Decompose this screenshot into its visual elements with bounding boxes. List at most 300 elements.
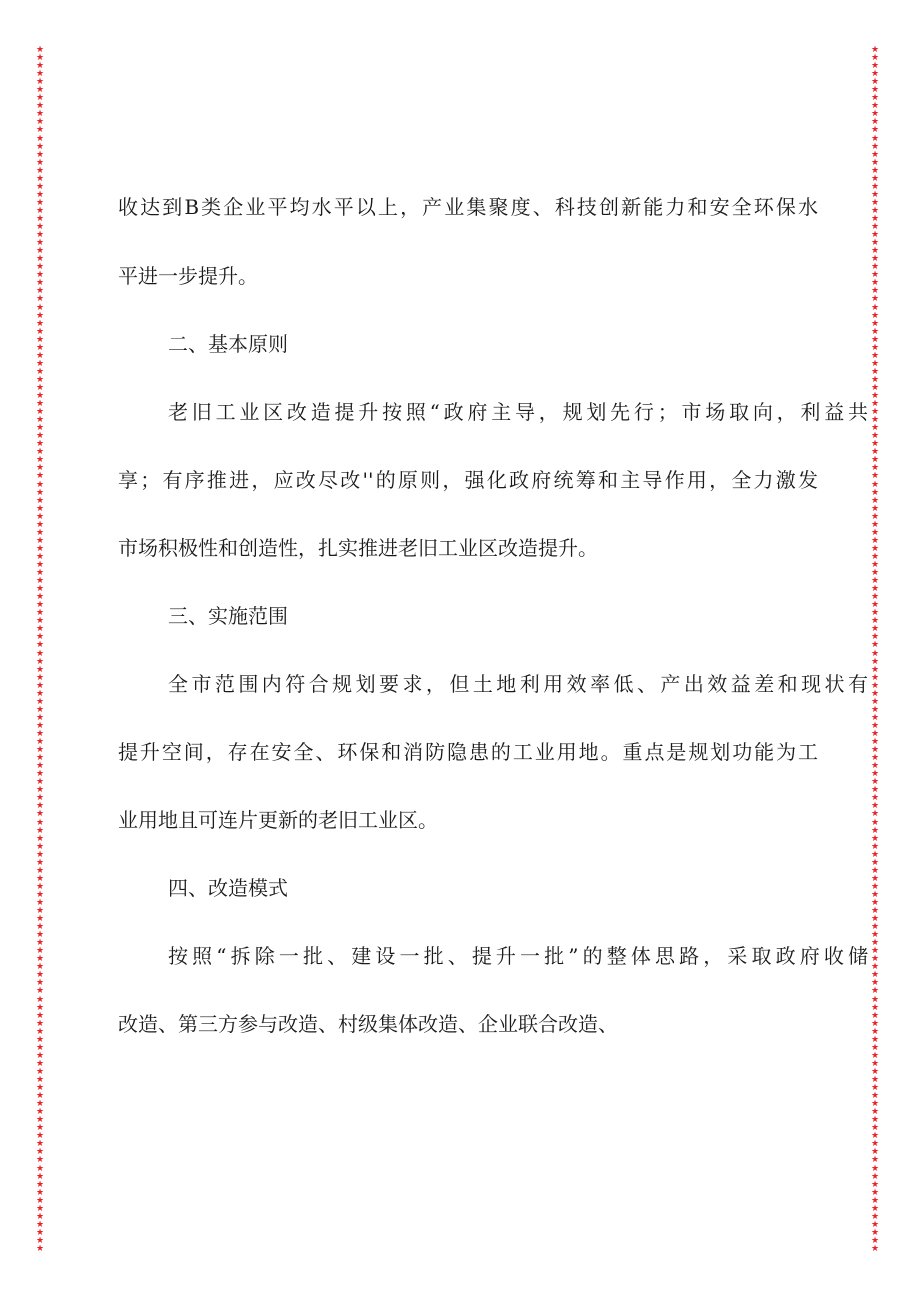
star-icon: ★ bbox=[35, 1179, 45, 1190]
star-icon: ★ bbox=[35, 592, 45, 603]
star-icon: ★ bbox=[870, 157, 880, 168]
star-icon: ★ bbox=[870, 366, 880, 377]
star-icon: ★ bbox=[35, 189, 45, 200]
star-icon: ★ bbox=[870, 849, 880, 860]
star-icon: ★ bbox=[870, 954, 880, 965]
star-icon: ★ bbox=[35, 624, 45, 635]
star-icon: ★ bbox=[35, 439, 45, 450]
star-icon: ★ bbox=[870, 1107, 880, 1118]
star-icon: ★ bbox=[35, 881, 45, 892]
star-icon: ★ bbox=[870, 358, 880, 369]
star-icon: ★ bbox=[870, 1018, 880, 1029]
star-icon: ★ bbox=[35, 374, 45, 385]
star-icon: ★ bbox=[35, 889, 45, 900]
star-icon: ★ bbox=[870, 278, 880, 289]
star-icon: ★ bbox=[870, 1139, 880, 1150]
paragraph-line: 享；有序推进，应改尽改''的原则，强化政府统筹和主导作用，全力激发 bbox=[118, 468, 818, 492]
star-icon: ★ bbox=[870, 1123, 880, 1134]
star-icon: ★ bbox=[35, 1066, 45, 1077]
star-icon: ★ bbox=[35, 688, 45, 699]
star-icon: ★ bbox=[35, 551, 45, 562]
star-icon: ★ bbox=[35, 157, 45, 168]
star-icon: ★ bbox=[35, 149, 45, 160]
star-icon: ★ bbox=[35, 479, 45, 490]
star-icon: ★ bbox=[35, 978, 45, 989]
star-icon: ★ bbox=[35, 584, 45, 595]
star-icon: ★ bbox=[870, 415, 880, 426]
star-icon: ★ bbox=[870, 994, 880, 1005]
paragraph-line: 市场积极性和创造性，扎实推进老旧工业区改造提升。 bbox=[118, 536, 598, 560]
star-icon: ★ bbox=[35, 230, 45, 241]
star-icon: ★ bbox=[35, 205, 45, 216]
star-icon: ★ bbox=[870, 69, 880, 80]
star-icon: ★ bbox=[35, 1002, 45, 1013]
star-icon: ★ bbox=[35, 463, 45, 474]
star-icon: ★ bbox=[35, 495, 45, 506]
star-icon: ★ bbox=[35, 471, 45, 482]
star-icon: ★ bbox=[35, 833, 45, 844]
star-icon: ★ bbox=[870, 1171, 880, 1182]
star-icon: ★ bbox=[870, 133, 880, 144]
star-icon: ★ bbox=[870, 1219, 880, 1230]
star-icon: ★ bbox=[35, 286, 45, 297]
star-icon: ★ bbox=[870, 455, 880, 466]
star-icon: ★ bbox=[35, 69, 45, 80]
star-icon: ★ bbox=[35, 407, 45, 418]
star-icon: ★ bbox=[35, 994, 45, 1005]
star-icon: ★ bbox=[35, 1139, 45, 1150]
star-icon: ★ bbox=[870, 310, 880, 321]
star-icon: ★ bbox=[35, 1147, 45, 1158]
star-icon: ★ bbox=[870, 906, 880, 917]
star-icon: ★ bbox=[35, 704, 45, 715]
star-icon: ★ bbox=[35, 61, 45, 72]
star-icon: ★ bbox=[35, 1058, 45, 1069]
star-icon: ★ bbox=[870, 1147, 880, 1158]
star-icon: ★ bbox=[35, 535, 45, 546]
star-icon: ★ bbox=[35, 873, 45, 884]
star-icon: ★ bbox=[870, 181, 880, 192]
star-icon: ★ bbox=[870, 238, 880, 249]
star-icon: ★ bbox=[870, 262, 880, 273]
star-icon: ★ bbox=[870, 318, 880, 329]
star-icon: ★ bbox=[35, 1211, 45, 1222]
star-icon: ★ bbox=[870, 479, 880, 490]
star-icon: ★ bbox=[35, 946, 45, 957]
star-icon: ★ bbox=[35, 672, 45, 683]
star-icon: ★ bbox=[870, 1163, 880, 1174]
star-icon: ★ bbox=[870, 672, 880, 683]
star-icon: ★ bbox=[35, 423, 45, 434]
star-icon: ★ bbox=[35, 1195, 45, 1206]
star-icon: ★ bbox=[35, 101, 45, 112]
star-icon: ★ bbox=[870, 294, 880, 305]
star-icon: ★ bbox=[35, 238, 45, 249]
star-icon: ★ bbox=[870, 656, 880, 667]
star-icon: ★ bbox=[35, 600, 45, 611]
star-icon: ★ bbox=[35, 728, 45, 739]
star-icon: ★ bbox=[870, 46, 880, 55]
star-icon: ★ bbox=[870, 938, 880, 949]
star-icon: ★ bbox=[870, 1155, 880, 1166]
star-icon: ★ bbox=[870, 1058, 880, 1069]
star-icon: ★ bbox=[870, 1026, 880, 1037]
star-icon: ★ bbox=[35, 125, 45, 136]
star-icon: ★ bbox=[870, 342, 880, 353]
star-icon: ★ bbox=[35, 503, 45, 514]
star-icon: ★ bbox=[870, 1010, 880, 1021]
star-icon: ★ bbox=[870, 543, 880, 554]
star-icon: ★ bbox=[870, 230, 880, 241]
star-icon: ★ bbox=[870, 897, 880, 908]
star-icon: ★ bbox=[870, 841, 880, 852]
star-icon: ★ bbox=[35, 543, 45, 554]
star-icon: ★ bbox=[870, 825, 880, 836]
left-star-border bbox=[34, 46, 46, 1254]
star-icon: ★ bbox=[870, 503, 880, 514]
star-icon: ★ bbox=[870, 519, 880, 530]
star-icon: ★ bbox=[35, 1042, 45, 1053]
star-icon: ★ bbox=[35, 415, 45, 426]
star-icon: ★ bbox=[870, 423, 880, 434]
star-icon: ★ bbox=[35, 841, 45, 852]
star-icon: ★ bbox=[870, 560, 880, 570]
star-icon: ★ bbox=[35, 1107, 45, 1118]
star-icon: ★ bbox=[35, 455, 45, 466]
star-icon: ★ bbox=[35, 1050, 45, 1061]
star-icon: ★ bbox=[870, 85, 880, 96]
star-icon: ★ bbox=[870, 761, 880, 772]
star-icon: ★ bbox=[35, 447, 45, 458]
star-icon: ★ bbox=[35, 897, 45, 908]
star-icon: ★ bbox=[870, 777, 880, 788]
star-icon: ★ bbox=[35, 1203, 45, 1214]
star-icon: ★ bbox=[35, 849, 45, 860]
star-icon: ★ bbox=[870, 922, 880, 933]
star-icon: ★ bbox=[870, 326, 880, 337]
star-icon: ★ bbox=[870, 431, 880, 442]
star-icon: ★ bbox=[870, 511, 880, 522]
star-icon: ★ bbox=[870, 1002, 880, 1013]
star-icon: ★ bbox=[870, 350, 880, 361]
star-icon: ★ bbox=[35, 1227, 45, 1238]
star-icon: ★ bbox=[35, 696, 45, 707]
star-icon: ★ bbox=[870, 551, 880, 562]
star-icon: ★ bbox=[870, 1131, 880, 1142]
star-icon: ★ bbox=[870, 986, 880, 997]
star-icon: ★ bbox=[870, 382, 880, 393]
star-icon: ★ bbox=[870, 149, 880, 160]
star-icon: ★ bbox=[35, 1155, 45, 1166]
star-icon: ★ bbox=[35, 278, 45, 289]
star-icon: ★ bbox=[870, 334, 880, 345]
star-icon: ★ bbox=[35, 922, 45, 933]
star-icon: ★ bbox=[870, 600, 880, 611]
star-icon: ★ bbox=[870, 793, 880, 804]
star-icon: ★ bbox=[35, 568, 45, 579]
star-icon: ★ bbox=[35, 382, 45, 393]
star-icon: ★ bbox=[870, 914, 880, 925]
star-icon: ★ bbox=[35, 608, 45, 619]
star-icon: ★ bbox=[870, 1050, 880, 1061]
star-icon: ★ bbox=[35, 648, 45, 659]
star-icon: ★ bbox=[870, 439, 880, 450]
star-icon: ★ bbox=[870, 1091, 880, 1102]
star-icon: ★ bbox=[870, 728, 880, 739]
star-icon: ★ bbox=[870, 246, 880, 257]
section-heading: 二、基本原则 bbox=[168, 332, 288, 356]
star-icon: ★ bbox=[870, 1235, 880, 1246]
star-icon: ★ bbox=[35, 93, 45, 104]
star-icon: ★ bbox=[870, 978, 880, 989]
star-icon: ★ bbox=[35, 1243, 45, 1254]
star-icon: ★ bbox=[870, 745, 880, 756]
star-icon: ★ bbox=[870, 197, 880, 208]
star-icon: ★ bbox=[870, 1187, 880, 1198]
star-icon: ★ bbox=[870, 889, 880, 900]
star-icon: ★ bbox=[35, 865, 45, 876]
star-icon: ★ bbox=[35, 1010, 45, 1021]
star-icon: ★ bbox=[870, 302, 880, 313]
star-icon: ★ bbox=[870, 873, 880, 884]
star-icon: ★ bbox=[35, 165, 45, 176]
star-icon: ★ bbox=[870, 254, 880, 265]
star-icon: ★ bbox=[870, 407, 880, 418]
star-icon: ★ bbox=[870, 205, 880, 216]
star-icon: ★ bbox=[35, 213, 45, 224]
star-icon: ★ bbox=[870, 141, 880, 152]
star-icon: ★ bbox=[35, 431, 45, 442]
star-icon: ★ bbox=[35, 962, 45, 973]
star-icon: ★ bbox=[870, 447, 880, 458]
star-icon: ★ bbox=[870, 1083, 880, 1094]
star-icon: ★ bbox=[35, 109, 45, 120]
star-icon: ★ bbox=[35, 1115, 45, 1126]
star-icon: ★ bbox=[870, 833, 880, 844]
star-icon: ★ bbox=[870, 712, 880, 723]
paragraph-line: 业用地且可连片更新的老旧工业区。 bbox=[118, 808, 438, 832]
star-icon: ★ bbox=[35, 358, 45, 369]
star-icon: ★ bbox=[35, 1083, 45, 1094]
star-icon: ★ bbox=[870, 399, 880, 410]
star-icon: ★ bbox=[870, 1211, 880, 1222]
star-icon: ★ bbox=[35, 906, 45, 917]
star-icon: ★ bbox=[35, 1219, 45, 1230]
star-icon: ★ bbox=[870, 608, 880, 619]
star-icon: ★ bbox=[35, 318, 45, 329]
right-star-border bbox=[869, 46, 881, 1254]
star-icon: ★ bbox=[870, 648, 880, 659]
star-icon: ★ bbox=[35, 616, 45, 627]
star-icon: ★ bbox=[870, 487, 880, 498]
star-icon: ★ bbox=[870, 1115, 880, 1126]
star-icon: ★ bbox=[35, 254, 45, 265]
star-icon: ★ bbox=[35, 262, 45, 273]
star-icon: ★ bbox=[35, 527, 45, 538]
star-icon: ★ bbox=[35, 986, 45, 997]
star-icon: ★ bbox=[35, 350, 45, 361]
star-icon: ★ bbox=[870, 1203, 880, 1214]
star-icon: ★ bbox=[35, 1091, 45, 1102]
star-icon: ★ bbox=[870, 1042, 880, 1053]
star-icon: ★ bbox=[35, 141, 45, 152]
star-icon: ★ bbox=[35, 85, 45, 96]
star-icon: ★ bbox=[870, 286, 880, 297]
star-icon: ★ bbox=[870, 632, 880, 643]
star-icon: ★ bbox=[35, 664, 45, 675]
star-icon: ★ bbox=[870, 785, 880, 796]
star-icon: ★ bbox=[870, 222, 880, 233]
star-icon: ★ bbox=[35, 77, 45, 88]
star-icon: ★ bbox=[870, 535, 880, 546]
star-icon: ★ bbox=[35, 938, 45, 949]
star-icon: ★ bbox=[35, 487, 45, 498]
star-icon: ★ bbox=[35, 817, 45, 828]
section-heading: 三、实施范围 bbox=[168, 604, 288, 628]
star-icon: ★ bbox=[870, 769, 880, 780]
star-icon: ★ bbox=[35, 326, 45, 337]
star-icon: ★ bbox=[35, 809, 45, 820]
star-icon: ★ bbox=[35, 560, 45, 570]
star-icon: ★ bbox=[35, 342, 45, 353]
star-icon: ★ bbox=[35, 310, 45, 321]
star-icon: ★ bbox=[870, 696, 880, 707]
star-icon: ★ bbox=[870, 1179, 880, 1190]
star-icon: ★ bbox=[35, 970, 45, 981]
star-icon: ★ bbox=[870, 809, 880, 820]
star-icon: ★ bbox=[870, 970, 880, 981]
star-icon: ★ bbox=[35, 656, 45, 667]
star-icon: ★ bbox=[870, 527, 880, 538]
paragraph-line: 收达到B类企业平均水平以上，产业集聚度、科技创新能力和安全环保水 bbox=[118, 195, 818, 219]
paragraph-line: 改造、第三方参与改造、村级集体改造、企业联合改造、 bbox=[118, 1012, 618, 1036]
star-icon: ★ bbox=[35, 1171, 45, 1182]
star-icon: ★ bbox=[870, 1243, 880, 1254]
star-icon: ★ bbox=[35, 46, 45, 55]
star-icon: ★ bbox=[35, 53, 45, 64]
star-icon: ★ bbox=[870, 61, 880, 72]
star-icon: ★ bbox=[870, 93, 880, 104]
star-icon: ★ bbox=[870, 374, 880, 385]
star-icon: ★ bbox=[870, 173, 880, 184]
star-icon: ★ bbox=[870, 213, 880, 224]
star-icon: ★ bbox=[870, 704, 880, 715]
star-icon: ★ bbox=[35, 181, 45, 192]
star-icon: ★ bbox=[870, 737, 880, 748]
star-icon: ★ bbox=[870, 463, 880, 474]
star-icon: ★ bbox=[870, 1075, 880, 1085]
star-icon: ★ bbox=[35, 133, 45, 144]
star-icon: ★ bbox=[870, 688, 880, 699]
star-icon: ★ bbox=[35, 1235, 45, 1246]
star-icon: ★ bbox=[35, 334, 45, 345]
paragraph-line: 按照“拆除一批、建设一批、提升一批”的整体思路，采取政府收储 bbox=[168, 944, 868, 968]
star-icon: ★ bbox=[35, 930, 45, 941]
star-icon: ★ bbox=[870, 77, 880, 88]
star-icon: ★ bbox=[35, 117, 45, 128]
star-icon: ★ bbox=[35, 1026, 45, 1037]
star-icon: ★ bbox=[35, 1131, 45, 1142]
star-icon: ★ bbox=[870, 817, 880, 828]
star-icon: ★ bbox=[870, 592, 880, 603]
star-icon: ★ bbox=[35, 753, 45, 764]
star-icon: ★ bbox=[870, 1034, 880, 1045]
star-icon: ★ bbox=[870, 1099, 880, 1110]
star-icon: ★ bbox=[870, 881, 880, 892]
star-icon: ★ bbox=[870, 640, 880, 651]
star-icon: ★ bbox=[35, 801, 45, 812]
star-icon: ★ bbox=[870, 1227, 880, 1238]
star-icon: ★ bbox=[35, 576, 45, 587]
star-icon: ★ bbox=[870, 270, 880, 281]
star-icon: ★ bbox=[35, 391, 45, 402]
star-icon: ★ bbox=[35, 712, 45, 723]
star-icon: ★ bbox=[35, 769, 45, 780]
star-icon: ★ bbox=[870, 857, 880, 868]
star-icon: ★ bbox=[35, 399, 45, 410]
star-icon: ★ bbox=[35, 294, 45, 305]
star-icon: ★ bbox=[35, 761, 45, 772]
star-icon: ★ bbox=[35, 519, 45, 530]
star-icon: ★ bbox=[870, 495, 880, 506]
star-icon: ★ bbox=[35, 825, 45, 836]
star-icon: ★ bbox=[870, 568, 880, 579]
paragraph-line: 老旧工业区改造提升按照“政府主导，规划先行；市场取向，利益共 bbox=[168, 400, 868, 424]
star-icon: ★ bbox=[35, 632, 45, 643]
star-icon: ★ bbox=[870, 930, 880, 941]
paragraph-line: 全市范围内符合规划要求，但土地利用效率低、产出效益差和现状有 bbox=[168, 672, 868, 696]
paragraph-line: 平进一步提升。 bbox=[118, 264, 258, 288]
star-icon: ★ bbox=[35, 954, 45, 965]
star-icon: ★ bbox=[35, 1187, 45, 1198]
star-icon: ★ bbox=[35, 777, 45, 788]
star-icon: ★ bbox=[870, 117, 880, 128]
star-icon: ★ bbox=[870, 801, 880, 812]
star-icon: ★ bbox=[35, 737, 45, 748]
star-icon: ★ bbox=[870, 865, 880, 876]
star-icon: ★ bbox=[35, 793, 45, 804]
star-icon: ★ bbox=[35, 1099, 45, 1110]
star-icon: ★ bbox=[35, 720, 45, 731]
star-icon: ★ bbox=[870, 125, 880, 136]
star-icon: ★ bbox=[870, 189, 880, 200]
star-icon: ★ bbox=[870, 584, 880, 595]
section-heading: 四、改造模式 bbox=[168, 876, 288, 900]
star-icon: ★ bbox=[35, 745, 45, 756]
star-icon: ★ bbox=[35, 857, 45, 868]
star-icon: ★ bbox=[35, 270, 45, 281]
star-icon: ★ bbox=[870, 1195, 880, 1206]
star-icon: ★ bbox=[35, 302, 45, 313]
star-icon: ★ bbox=[35, 222, 45, 233]
star-icon: ★ bbox=[35, 640, 45, 651]
star-icon: ★ bbox=[870, 165, 880, 176]
star-icon: ★ bbox=[35, 680, 45, 691]
star-icon: ★ bbox=[870, 471, 880, 482]
star-icon: ★ bbox=[35, 785, 45, 796]
star-icon: ★ bbox=[870, 720, 880, 731]
star-icon: ★ bbox=[35, 914, 45, 925]
star-icon: ★ bbox=[870, 664, 880, 675]
star-icon: ★ bbox=[35, 1034, 45, 1045]
star-icon: ★ bbox=[870, 53, 880, 64]
star-icon: ★ bbox=[35, 1075, 45, 1085]
star-icon: ★ bbox=[35, 1018, 45, 1029]
star-icon: ★ bbox=[35, 173, 45, 184]
star-icon: ★ bbox=[35, 1123, 45, 1134]
star-icon: ★ bbox=[870, 962, 880, 973]
star-icon: ★ bbox=[870, 946, 880, 957]
